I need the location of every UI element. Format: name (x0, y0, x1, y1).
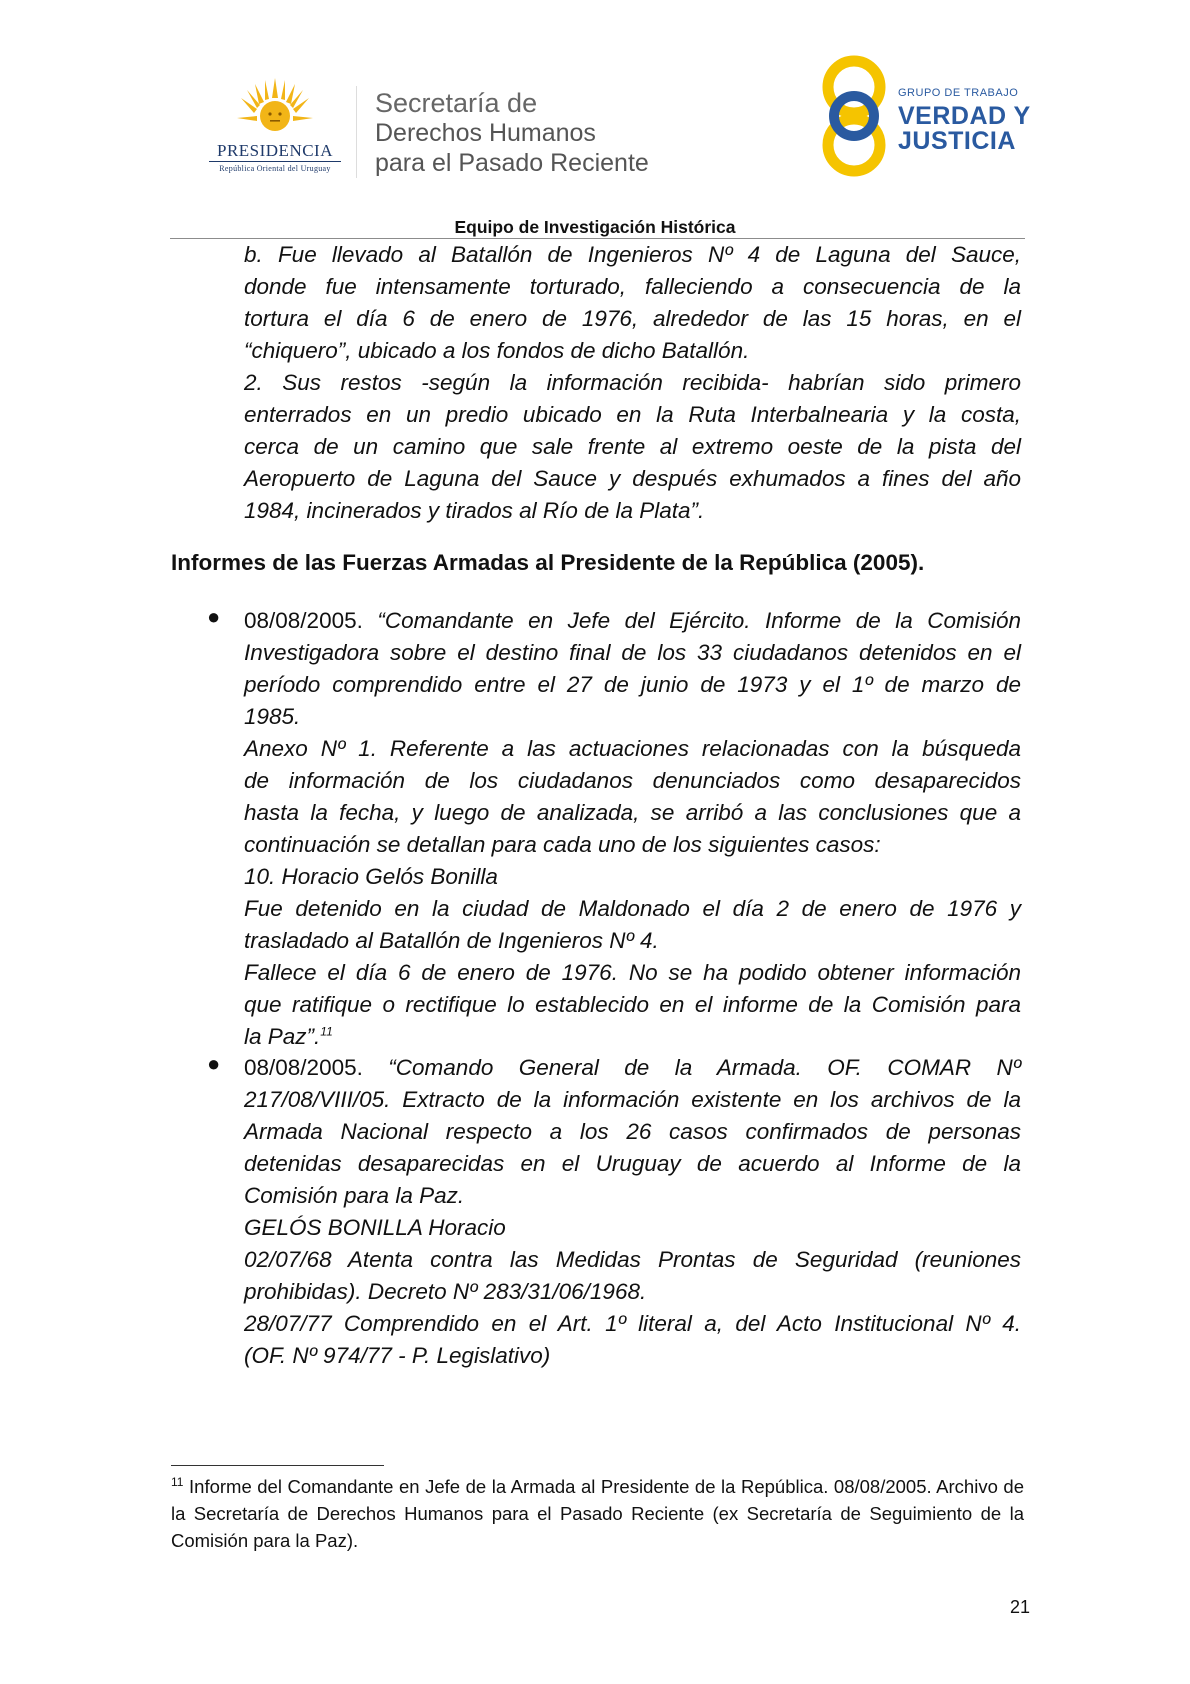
section-heading: Informes de las Fuerzas Armadas al Presidente de la República (2005). (171, 550, 925, 575)
bullet-line: Fue detenido en la ciudad de Maldonado el día 2 de enero de 1976 y (244, 896, 1021, 921)
quote-line: Aeropuerto de Laguna del Sauce y después exhumados a fines del año (244, 466, 1021, 491)
verdad-y-label: VERDAD Y (898, 102, 1031, 130)
quote-line: enterrados en un predio ubicado en la Ruta Interbalnearia y la costa, (244, 402, 1021, 427)
bullet-line: Comisión para la Paz. (244, 1183, 465, 1208)
bullet-line: período comprendido entre el 27 de junio de 1973 y el 1º de marzo de (244, 672, 1021, 697)
footnote-number: 11 (171, 1474, 184, 1489)
bullet-icon: ● (207, 1051, 221, 1076)
header-logo-divider (356, 86, 357, 178)
grupo-de-trabajo-label: GRUPO DE TRABAJO (898, 87, 1019, 99)
bullet-icon: ● (207, 604, 221, 629)
bullet-line: GELÓS BONILLA Horacio (244, 1215, 506, 1240)
page-header-title: Equipo de Investigación Histórica (454, 217, 736, 237)
secretaria-logo (375, 88, 705, 178)
page-number: 21 (1009, 1597, 1030, 1617)
quote-block (244, 239, 1021, 527)
bullet-date: 08/08/2005. (244, 1055, 389, 1080)
bullet-line: de información de los ciudadanos denunciados como desaparecidos (244, 768, 1021, 793)
bullet-line: 28/07/77 Comprendido en el Art. 1º literal a, del Acto Institucional Nº 4. (244, 1311, 1021, 1336)
bullet-line: 1985. (244, 704, 301, 729)
bullet-line: continuación se detallan para cada uno de los siguientes casos: (244, 832, 881, 857)
sun-icon (237, 78, 313, 138)
quote-line: 1984, incinerados y tirados al Río de la Plata”. (244, 498, 705, 523)
presidencia-subtitle: República Oriental del Uruguay (219, 164, 331, 173)
secretaria-line-2: Derechos Humanos (375, 119, 596, 147)
footnote (171, 1473, 1024, 1554)
presidencia-divider (209, 161, 341, 162)
bullet-line: trasladado al Batallón de Ingenieros Nº 4. (244, 928, 659, 953)
bullet-line: detenidas desaparecidas en el Uruguay de acuerdo al Informe de la (244, 1151, 1021, 1176)
bullet-item-armada (244, 1052, 1021, 1372)
bullet-line: 08/08/2005. “Comando General de la Armada. OF. COMAR Nº (244, 1055, 1021, 1080)
bullet-line: 217/08/VIII/05. Extracto de la información existente en los archivos de la (244, 1087, 1021, 1112)
bullet-line: Anexo Nº 1. Referente a las actuaciones relacionadas con la búsqueda (244, 736, 1021, 761)
presidencia-logo (195, 78, 355, 188)
bullet-line: Investigadora sobre el destino final de los 33 ciudadanos detenidos en el (244, 640, 1021, 665)
justicia-label: JUSTICIA (898, 127, 1016, 155)
quote-line: “chiquero”, ubicado a los fondos de dicho Batallón. (244, 338, 750, 363)
linked-rings-icon (818, 55, 890, 180)
quote-line: b. Fue llevado al Batallón de Ingenieros Nº 4 de Laguna del Sauce, (244, 242, 1021, 267)
footnote-reference[interactable]: 11 (320, 1024, 333, 1039)
quote-line: 2. Sus restos -según la información recibida- habrían sido primero (244, 370, 1021, 395)
footnote-separator (171, 1465, 384, 1466)
bullet-line: (OF. Nº 974/77 - P. Legislativo) (244, 1343, 551, 1368)
presidencia-wordmark: PRESIDENCIA (216, 141, 333, 160)
bullet-line: 08/08/2005. “Comandante en Jefe del Ejército. Informe de la Comisión (244, 608, 1021, 633)
bullet-line: prohibidas). Decreto Nº 283/31/06/1968. (244, 1279, 647, 1304)
bullet-line: hasta la fecha, y luego de analizada, se arribó a las conclusiones que a (244, 800, 1021, 825)
quote-line: donde fue intensamente torturado, falleciendo a consecuencia de la (244, 274, 1021, 299)
bullet-line: 02/07/68 Atenta contra las Medidas Prontas de Seguridad (reuniones (244, 1247, 1021, 1272)
bullet-line: 10. Horacio Gelós Bonilla (244, 864, 498, 889)
quote-line: tortura el día 6 de enero de 1976, alrededor de las 15 horas, en el (244, 306, 1021, 331)
bullet-date: 08/08/2005. (244, 608, 378, 633)
secretaria-line-3: para el Pasado Reciente (375, 149, 649, 177)
bullet-line: que ratifique o rectifique lo establecido en el informe de la Comisión para (244, 992, 1021, 1017)
bullet-line: la Paz”.$^{11}$ (244, 1024, 333, 1049)
footnote-text: Informe del Comandante en Jefe de la Armada al Presidente de la República. 08/08/2005. Archivo de la Secretaría de Derechos Humanos para el Pasado Reciente (ex Secretaría de Seguimiento de la Comisión para la Paz). (171, 1476, 1024, 1551)
quote-line: cerca de un camino que sale frente al extremo oeste de la pista del (244, 434, 1021, 459)
secretaria-line-1: Secretaría de (375, 88, 538, 118)
bullet-item-ejercito (244, 605, 1021, 1053)
bullet-line: Armada Nacional respecto a los 26 casos confirmados de personas (244, 1119, 1021, 1144)
verdad-justicia-logo (818, 55, 1038, 180)
bullet-line: Fallece el día 6 de enero de 1976. No se ha podido obtener información (244, 960, 1021, 985)
